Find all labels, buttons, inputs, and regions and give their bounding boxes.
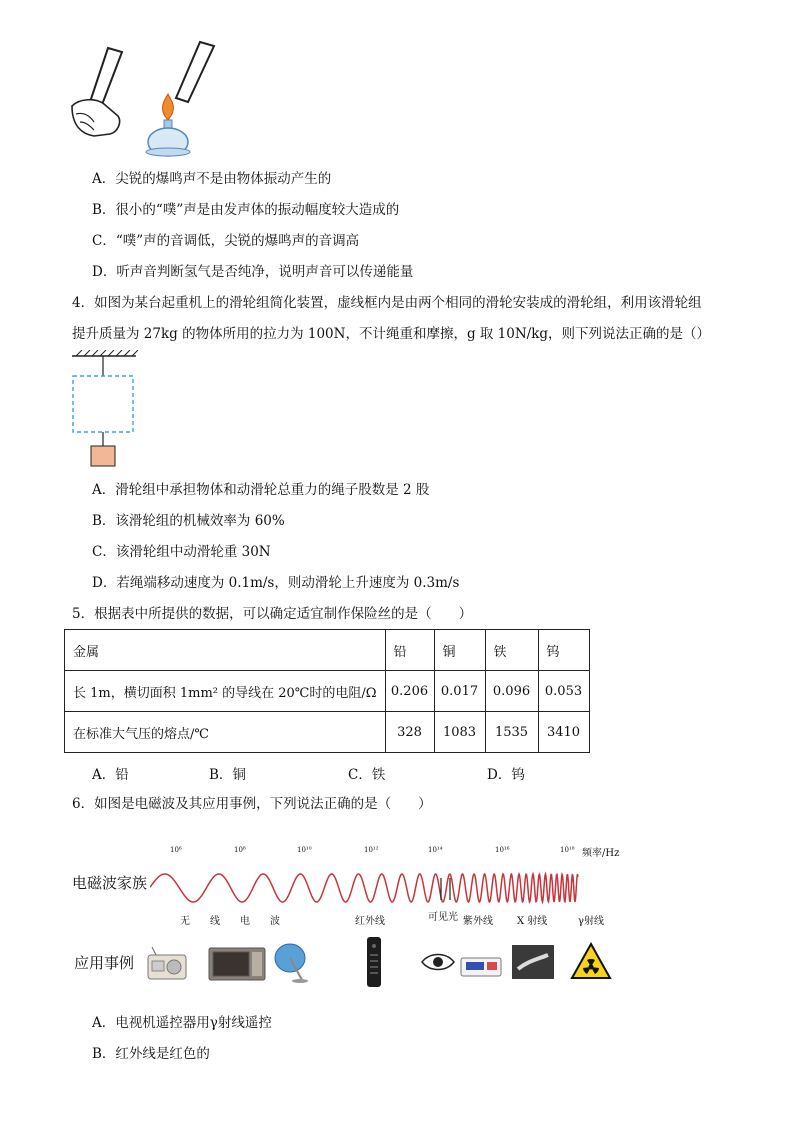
application-label: 应用事例 bbox=[74, 954, 135, 972]
band-label: X 射线 bbox=[517, 916, 548, 927]
table-header-cell: 金属 bbox=[65, 630, 386, 671]
q3-option-d[interactable]: D．听声音判断氢气是否纯净，说明声音可以传递能量 bbox=[92, 264, 414, 280]
test-tube-right bbox=[176, 42, 214, 102]
radiation-warning-icon bbox=[570, 942, 612, 980]
table-cell: 328 bbox=[385, 712, 434, 753]
q5-choice-b[interactable]: B．铜 bbox=[209, 767, 246, 783]
xray-image-icon bbox=[512, 945, 554, 979]
q4-option-b[interactable]: B．该滑轮组的机械效率为 60% bbox=[92, 513, 285, 529]
table-cell: 0.017 bbox=[434, 671, 485, 712]
table-header-cell: 铅 bbox=[385, 630, 434, 671]
band-label: 紫外线 bbox=[463, 916, 493, 927]
q5-choice-a[interactable]: A．铅 bbox=[92, 767, 129, 783]
q3-option-a[interactable]: A．尖锐的爆鸣声不是由物体振动产生的 bbox=[92, 171, 332, 187]
q4-option-d[interactable]: D．若绳端移动速度为 0.1m/s，则动滑轮上升速度为 0.3m/s bbox=[92, 575, 460, 591]
band-label: 波 bbox=[270, 916, 280, 927]
radio-icon bbox=[146, 947, 188, 981]
table-cell: 1535 bbox=[485, 712, 538, 753]
table-header-cell: 铁 bbox=[485, 630, 538, 671]
q4-stem-line1: 4．如图为某台起重机上的滑轮组简化装置，虚线框内是由两个相同的滑轮安装成的滑轮组，利用该滑轮组 bbox=[72, 295, 702, 311]
em-wave bbox=[150, 850, 590, 920]
table-header-row bbox=[65, 630, 590, 671]
pulley-diagram bbox=[66, 350, 146, 470]
band-label: 可见光 bbox=[428, 912, 458, 923]
table-cell: 3410 bbox=[538, 712, 589, 753]
freq-tick: 10¹⁸ bbox=[560, 846, 575, 854]
freq-axis-label: 频率/Hz bbox=[582, 848, 620, 859]
eye-icon bbox=[420, 950, 456, 974]
band-label: 线 bbox=[210, 916, 220, 927]
q4-option-c[interactable]: C．该滑轮组中动滑轮重 30N bbox=[92, 544, 271, 560]
weight-block bbox=[91, 446, 115, 466]
q6-option-b[interactable]: B．红外线是红色的 bbox=[92, 1046, 210, 1062]
em-family-label: 电磁波家族 bbox=[72, 874, 148, 892]
freq-tick: 10⁸ bbox=[234, 846, 246, 854]
q6-stem: 6．如图是电磁波及其应用事例，下列说法正确的是（ ） bbox=[72, 796, 432, 812]
q3-option-c[interactable]: C．“噗”声的音调低，尖锐的爆鸣声的音调高 bbox=[92, 233, 360, 249]
table-header-cell: 铜 bbox=[434, 630, 485, 671]
q5-stem: 5．根据表中所提供的数据，可以确定适宜制作保险丝的是（ ） bbox=[72, 606, 473, 622]
q5-choice-c[interactable]: C．铁 bbox=[348, 767, 386, 783]
test-tube-figure bbox=[60, 38, 230, 160]
flame-icon bbox=[163, 94, 174, 120]
table-row bbox=[65, 712, 590, 753]
metal-data-table bbox=[64, 629, 590, 753]
freq-tick: 10¹⁴ bbox=[428, 846, 443, 854]
band-label: 无 bbox=[180, 916, 190, 927]
alcohol-lamp-icon bbox=[146, 120, 190, 156]
freq-tick: 10¹⁰ bbox=[297, 846, 312, 854]
q6-option-a[interactable]: A．电视机遥控器用γ射线遥控 bbox=[92, 1015, 272, 1031]
table-header-cell: 钨 bbox=[538, 630, 589, 671]
table-row bbox=[65, 671, 590, 712]
q4-stem-line2: 提升质量为 27kg 的物体所用的拉力为 100N，不计绳重和摩擦，g 取 10N/kg，则下列说法正确的是（） bbox=[72, 326, 711, 342]
pulley-dashed-box bbox=[73, 376, 133, 432]
sterilizer-icon bbox=[460, 950, 502, 978]
table-cell: 0.206 bbox=[385, 671, 434, 712]
table-cell: 在标准大气压的熔点/℃ bbox=[65, 712, 386, 753]
table-cell: 长 1m，横切面积 1mm² 的导线在 20℃时的电阻/Ω bbox=[65, 671, 386, 712]
q4-option-a[interactable]: A．滑轮组中承担物体和动滑轮总重力的绳子股数是 2 股 bbox=[92, 482, 430, 498]
microwave-icon bbox=[208, 947, 266, 981]
freq-tick: 10¹⁶ bbox=[495, 846, 510, 854]
table-cell: 0.096 bbox=[485, 671, 538, 712]
band-label: 红外线 bbox=[355, 916, 385, 927]
band-label: 电 bbox=[240, 916, 250, 927]
table-cell: 1083 bbox=[434, 712, 485, 753]
freq-tick: 10⁶ bbox=[170, 846, 182, 854]
satellite-dish-icon bbox=[272, 940, 312, 984]
freq-tick: 10¹² bbox=[364, 846, 379, 854]
q3-option-b[interactable]: B．很小的“噗”声是由发声体的振动幅度较大造成的 bbox=[92, 202, 400, 218]
hand-icon bbox=[72, 100, 120, 136]
q5-choice-d[interactable]: D．钨 bbox=[487, 767, 525, 783]
band-label: γ射线 bbox=[578, 916, 604, 927]
remote-control-icon bbox=[366, 936, 382, 988]
table-cell: 0.053 bbox=[538, 671, 589, 712]
